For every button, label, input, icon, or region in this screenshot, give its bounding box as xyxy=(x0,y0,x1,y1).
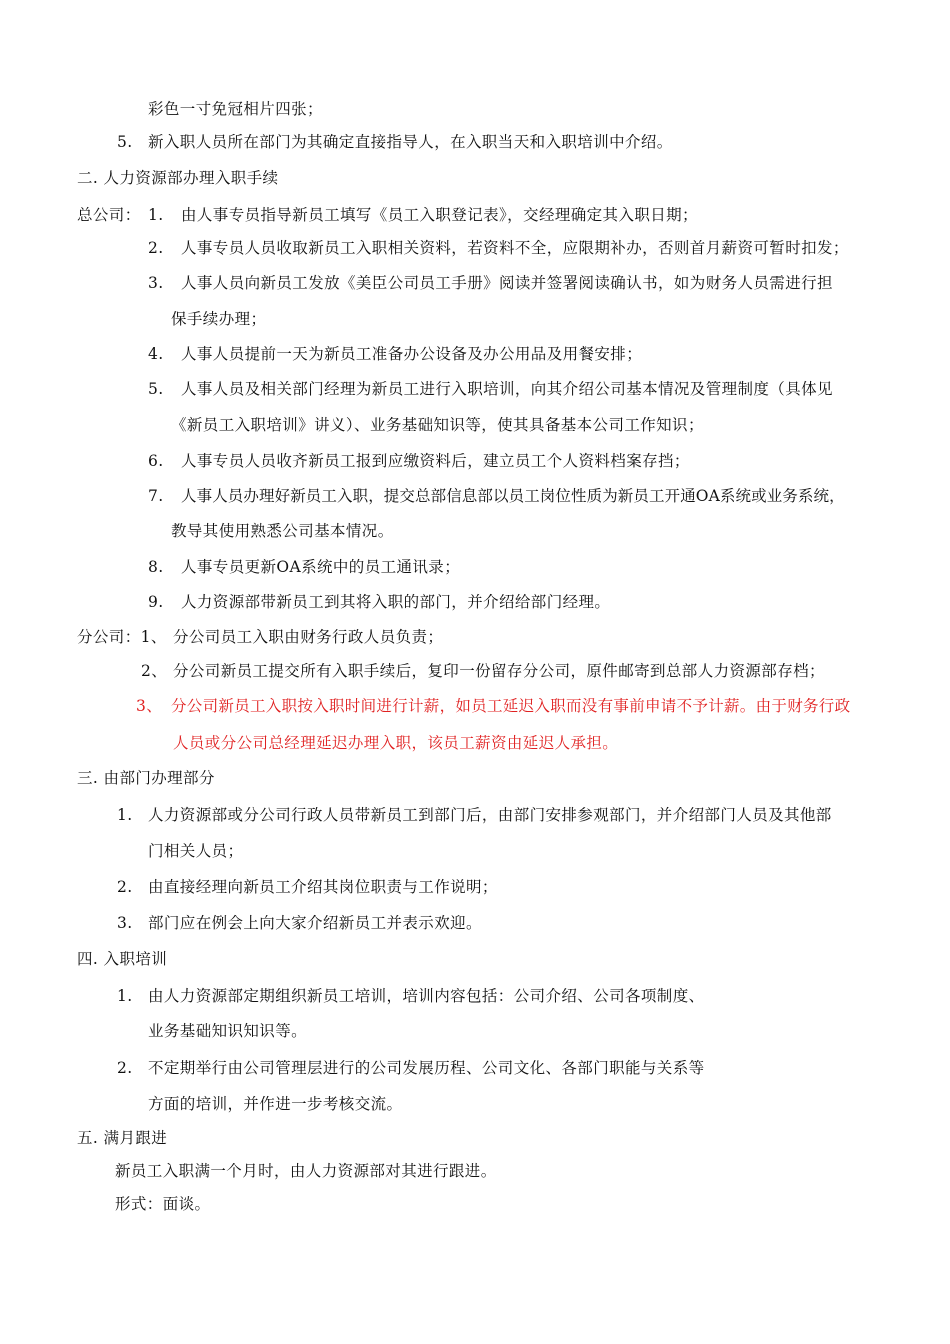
list-item: 人事人员提前一天为新员工准备办公设备及办公用品及用餐安排； xyxy=(181,345,643,363)
list-item: 人事人员办理好新员工入职，提交总部信息部以员工岗位性质为新员工开通OA系统或业务系统， xyxy=(181,487,845,505)
list-item: 人事专员更新OA系统中的员工通讯录； xyxy=(181,558,461,576)
list-number: 3. xyxy=(117,914,133,932)
list-item: 人事专员人员收齐新员工报到应缴资料后，建立员工个人资料档案存挡； xyxy=(181,452,690,470)
list-number: 4. xyxy=(148,345,164,363)
list-item: 不定期举行由公司管理层进行的公司发展历程、公司文化、各部门职能与关系等 xyxy=(148,1059,705,1077)
list-number: 2. xyxy=(117,1059,133,1077)
list-prefix: 分公司：1、 xyxy=(77,628,167,646)
section-heading: 二. 人力资源部办理入职手续 xyxy=(77,169,279,187)
list-number: 7. xyxy=(148,487,164,505)
section-heading: 五. 满月跟进 xyxy=(77,1129,168,1147)
paragraph: 形式：面谈。 xyxy=(115,1195,211,1213)
list-number: 5. xyxy=(148,380,164,398)
paragraph: 新员工入职满一个月时，由人力资源部对其进行跟进。 xyxy=(115,1162,497,1180)
section-heading: 四. 入职培训 xyxy=(77,950,168,968)
list-number-highlighted: 3、 xyxy=(136,697,163,715)
list-number: 1. xyxy=(148,206,164,224)
list-item: 人力资源部带新员工到其将入职的部门，并介绍给部门经理。 xyxy=(181,593,611,611)
list-item: 新入职人员所在部门为其确定直接指导人，在入职当天和入职培训中介绍。 xyxy=(148,133,673,151)
list-item: 分公司员工入职由财务行政人员负责； xyxy=(173,628,444,646)
list-item-continued: 教导其使用熟悉公司基本情况。 xyxy=(171,522,394,540)
list-item: 部门应在例会上向大家介绍新员工并表示欢迎。 xyxy=(148,914,482,932)
list-item: 人力资源部或分公司行政人员带新员工到部门后，由部门安排参观部门，并介绍部门人员及其他部 xyxy=(148,806,832,824)
list-item-continued: 门相关人员； xyxy=(148,842,244,860)
list-number: 3. xyxy=(148,274,164,292)
list-item-continued: 业务基础知识知识等。 xyxy=(148,1022,308,1040)
list-number: 5. xyxy=(117,133,133,151)
list-item-continued: 方面的培训，并作进一步考核交流。 xyxy=(148,1095,403,1113)
list-number: 9. xyxy=(148,593,164,611)
list-number: 2. xyxy=(148,239,164,257)
list-prefix: 总公司： xyxy=(77,206,141,224)
list-item: 由人事专员指导新员工填写《员工入职登记表》，交经理确定其入职日期； xyxy=(181,206,698,224)
list-item-continued: 《新员工入职培训》讲义）、业务基础知识等，使其具备基本公司工作知识； xyxy=(171,416,704,434)
list-item: 人事人员向新员工发放《美臣公司员工手册》阅读并签署阅读确认书，如为财务人员需进行担 xyxy=(181,274,833,292)
list-item-continued: 保手续办理； xyxy=(171,310,267,328)
list-number: 1. xyxy=(117,987,133,1005)
list-item: 由人力资源部定期组织新员工培训，培训内容包括：公司介绍、公司各项制度、 xyxy=(148,987,705,1005)
list-item-highlighted: 分公司新员工入职按入职时间进行计薪，如员工延迟入职而没有事前申请不予计薪。由于财务行政 xyxy=(171,697,851,715)
list-item: 人事专员人员收取新员工入职相关资料，若资料不全，应限期补办，否则首月薪资可暂时扣发； xyxy=(181,239,849,257)
list-number: 6. xyxy=(148,452,164,470)
list-item: 由直接经理向新员工介绍其岗位职责与工作说明； xyxy=(148,878,498,896)
list-number: 1. xyxy=(117,806,133,824)
list-number: 2. xyxy=(117,878,133,896)
list-number: 2、 xyxy=(141,662,168,680)
section-heading: 三. 由部门办理部分 xyxy=(77,769,215,787)
list-item: 分公司新员工提交所有入职手续后，复印一份留存分公司，原件邮寄到总部人力资源部存档； xyxy=(173,662,825,680)
text-line: 彩色一寸免冠相片四张； xyxy=(148,100,323,118)
list-item-highlighted-continued: 人员或分公司总经理延迟办理入职，该员工薪资由延迟人承担。 xyxy=(173,734,619,752)
list-number: 8. xyxy=(148,558,164,576)
list-item: 人事人员及相关部门经理为新员工进行入职培训，向其介绍公司基本情况及管理制度（具体见 xyxy=(181,380,833,398)
